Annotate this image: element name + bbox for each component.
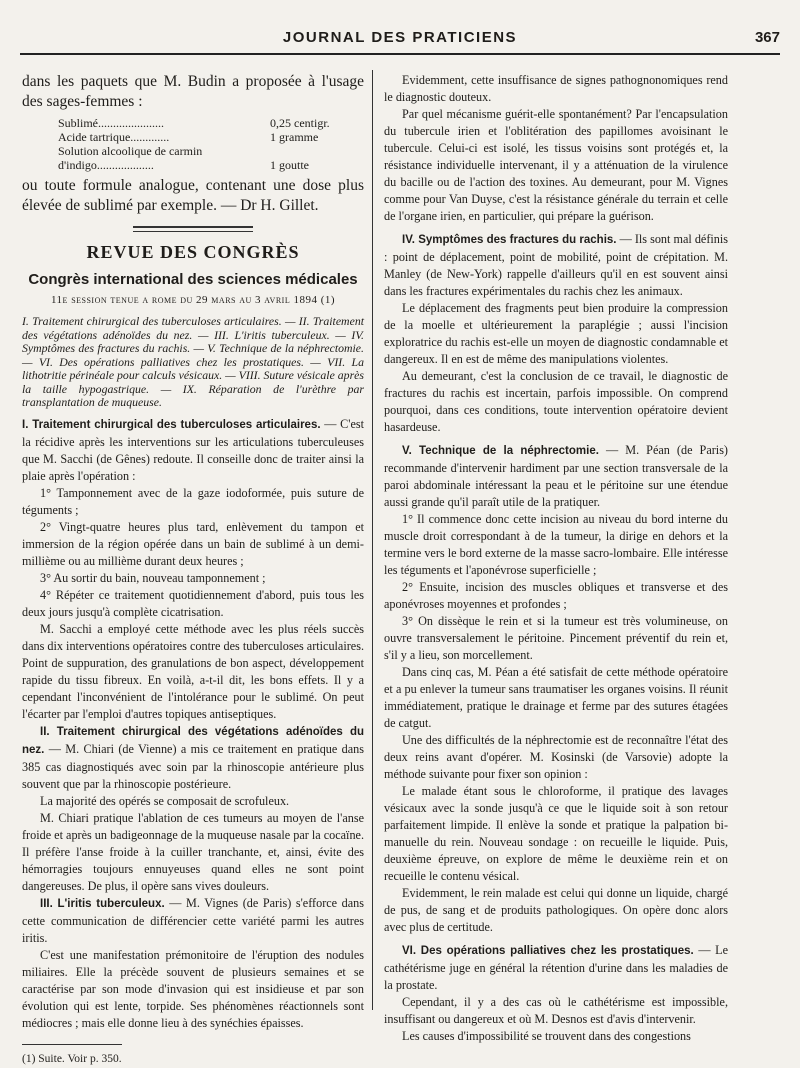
paragraph: — M. Chiari (de Vienne) a mis ce traitement en pratique dans 385 cas diagnostiqués avec soin par la rhinoscopie antérieure plus souvent que par la rhinoscopie postérieure. <box>22 741 364 791</box>
section-heading: V. Technique de la néphrectomie. <box>402 445 599 457</box>
paragraph: Par quel mécanisme guérit-elle spontanément? Par l'encapsulation du tubercule irien et l'oblitération des papillomes avoisinant le tubercule. Celui-ci est isolé, les tissus voisins sont protégés et, la résistance individuelle intervenant, il y a atténuation de la virulence du bacille ou de l'action des toxines. Au demeurant, pour M. Vignes comme pour Van Duyse, c'est la résistance générale du terrain et celle de l'organe irien, en particulier, qui prépare la guérison. <box>384 107 728 223</box>
right-column <box>384 72 728 1045</box>
paragraph: Les causes d'impossibilité se trouvent dans des congestions <box>402 1029 691 1043</box>
paragraph: M. Chiari pratique l'ablation de ces tumeurs au moyen de l'anse froide et après un badigeonnage de la muqueuse nasale par la cocaïne. Il préfère l'anse froide à la cuiller tranchante, et, ainsi, évite des hémorragies toujours ennuyeuses quand elles ne sont point dangereuses. De plus, il opère sans vives douleurs. <box>22 810 364 893</box>
paragraph: 4° Répéter ce traitement quotidiennement d'abord, puis tous les deux jours jusqu'à complète cicatrisation. <box>22 587 364 619</box>
congress-title: Congrès international des sciences médicales <box>28 271 358 288</box>
section-heading: I. Traitement chirurgical des tuberculoses articulaires. <box>22 418 321 431</box>
section-heading: IV. Symptômes des fractures du rachis. <box>402 234 617 246</box>
footnote-rule <box>22 1044 122 1045</box>
paragraph: Le déplacement des fragments peut bien produire la compression de la moelle et ultérieurement la paraplégie ; aussi l'incision exploratrice du rachis est-elle un moyen de diagnostic condamnable et dangereux. Il en est de même des manipulations violentes. <box>384 301 728 366</box>
recipe-row <box>58 130 364 144</box>
page-header <box>20 26 780 56</box>
section-title: REVUE DES CONGRÈS <box>86 242 300 262</box>
paragraph: Evidemment, cette insuffisance de signes pathognonomiques rend le diagnostic douteux. <box>384 73 728 104</box>
footnote: (1) Suite. Voir p. 350. <box>22 1052 122 1065</box>
column-divider <box>372 70 373 1010</box>
recipe-item: Solution alcoolique de carmin <box>58 144 203 158</box>
left-column <box>22 72 364 1068</box>
page-number: 367 <box>754 29 780 46</box>
paragraph: 2° Vingt-quatre heures plus tard, enlèvement du tampon et immersion de la région opérée dans un bain de sublimé à un demi-millième ou au millième durant deux heures ; <box>22 519 364 568</box>
recipe-row <box>58 144 364 158</box>
paragraph: 1° Tamponnement avec de la gaze iodoformée, puis suture de téguments ; <box>22 485 364 517</box>
intro-text: dans les paquets que M. Budin a proposée à l'usage des sages-femmes : <box>22 73 364 110</box>
paragraph: 2° Ensuite, incision des muscles obliques et transverse et des aponévroses moyennes et profondes ; <box>384 580 728 611</box>
paragraph: Evidemment, le rein malade est celui qui donne un liquide, chargé de pus, de sang et de produits pathologiques. On opère donc alors avec plus de certitude. <box>384 886 728 934</box>
paragraph: 3° On dissèque le rein et si la tumeur est très volumineuse, on ouvre transversalement le péritoine. Pincement préventif du rein et, s'il y a lieu, son morcellement. <box>384 614 728 662</box>
recipe-qty: 1 goutte <box>270 158 309 172</box>
paragraph: Au demeurant, c'est la conclusion de ce travail, le diagnostic de fractures du rachis est incertain, parfois impossible. On comprend pourquoi, dans ces conditions, toute intervention opératoire devient hasardeuse. <box>384 369 728 434</box>
header-rule <box>20 53 780 55</box>
paragraph: C'est une manifestation prémonitoire de l'éruption des nodules miliaires. Elle la précède souvent de plusieurs semaines et se caractérise par son mode d'invasion qui est insidieuse et par son évolution qui est lente, torpide. Ses phénomènes réactionnels sont médiocres ; mais elle donne lieu à des synéchies épaisses. <box>22 947 364 1030</box>
paragraph: La majorité des opérés se composait de scrofuleux. <box>40 793 290 808</box>
section-heading: VI. Des opérations palliatives chez les prostatiques. <box>402 945 694 957</box>
section-heading: III. L'iritis tuberculeux. <box>40 897 165 910</box>
recipe-qty: 0,25 centigr. <box>270 116 330 130</box>
after-recipe-text: ou toute formule analogue, contenant une dose plus élevée de sublimé par exemple. — Dr H. Gillet. <box>22 177 364 214</box>
paragraph: 1° Il commence donc cette incision au niveau du bord interne du muscle droit correspondant à de la tumeur, la dirige en dehors et la termine vers le bord externe de la masse sacro-lombaire. Elle intéresse les téguments et l'aponévrose superficielle ; <box>384 512 728 577</box>
paragraph: Une des difficultés de la néphrectomie est de reconnaître l'état des deux reins avant d'opérer. M. Kosinski (de Varsovie) adopte la méthode suivante pour fixer son opinion : <box>384 733 728 781</box>
session-line: 11e session tenue a rome du 29 mars au 3 avril 1894 (1) <box>50 294 336 306</box>
paragraph: — C'est la récidive après les interventions sur les articulations tuberculeuses que M. Sacchi (de Gênes) redoute. Il conseille donc de traiter ainsi la plaie après l'opération : <box>22 416 364 483</box>
table-of-contents: I. Traitement chirurgical des tuberculoses articulaires. — II. Traitement des végétations adénoïdes du nez. — III. L'iritis tuberculeux. — IV. Symptômes des fractures du rachis. — V. Technique de la néphrectomie. — VI. Des opérations palliatives chez les prostatiques. — VII. La lithotritie périnéale pour calculs vésicaux. — VIII. Suture vésicale après la taille hypogastrique. — IX. Réparation de l'urèthre par transplantation de muqueuse. <box>22 314 364 409</box>
paragraph: — M. Péan (de Paris) recommande d'intervenir hardiment par une section transversale de la paroi abdominale intéressant la peau et le péritoine sur une étendue aussi grande qu'il paraît utile de la pratiquer. <box>384 443 728 509</box>
recipe-qty: 1 gramme <box>270 130 319 144</box>
paragraph: Dans cinq cas, M. Péan a été satisfait de cette méthode opératoire et a pu enlever la tumeur sans traumatiser les organes voisins. Il réunit immédiatement, pratique le drainage et ferme par des sutures étagées de catgut. <box>384 665 728 730</box>
recipe-item: Sublimé...................... <box>58 116 165 130</box>
paragraph: Le malade étant sous le chloroforme, il pratique des lavages vésicaux avec la sonde jusqu'à ce que le liquide soit à son retour parfaitement limpide. Il enlève la sonde et pratique la palpation bi-manuelle du rein. Nouveau sondage : on recueille le liquide. Puis, deuxième épreuve, on explore de même le deuxième rein et on recueille le contenu vésical. <box>384 784 728 883</box>
recipe-item: Acide tartrique............. <box>58 130 170 144</box>
paragraph: — Le cathétérisme juge en général la rétention d'urine dans les maladies de la prostate. <box>384 943 728 992</box>
paragraph: Cependant, il y a des cas où le cathétérisme est impossible, insuffisant ou dangereux et où M. Desnos est d'avis d'intervenir. <box>384 995 728 1026</box>
paragraph: 3° Au sortir du bain, nouveau tamponnement ; <box>40 570 266 585</box>
paragraph: — M. Vignes (de Paris) s'efforce dans cette communication de différencier cette variété parmi les autres iritis. <box>22 895 365 945</box>
paragraph: — Ils sont mal définis : point de déplacement, point de mobilité, point de crépitation. M. Manley (de New-York) rappelle d'ailleurs qu'il en est souvent ainsi dans les fractures expérimentales du rachis chez les animaux. <box>384 232 729 298</box>
recipe <box>58 116 364 172</box>
separator-rule <box>133 226 253 232</box>
recipe-row <box>58 116 364 130</box>
recipe-row <box>58 158 364 172</box>
section-heading: II. Traitement chirurgical des végétations adénoïdes du nez. <box>22 725 364 756</box>
journal-title: JOURNAL DES PRATICIENS <box>282 29 518 46</box>
recipe-item: d'indigo................... <box>58 158 154 172</box>
paragraph: M. Sacchi a employé cette méthode avec les plus réels succès dans dix interventions opératoires contre des tuberculoses articulaires. Point de suppuration, des granulations de bon aspect, développement rapide du tissu fibreux. En voilà, a-t-il dit, les bons effets. Il y a cependant l'inconvénient de l'intolérance pour le sublimé. On peut l'écarter par l'emploi d'autres topiques antiseptiques. <box>22 621 364 721</box>
